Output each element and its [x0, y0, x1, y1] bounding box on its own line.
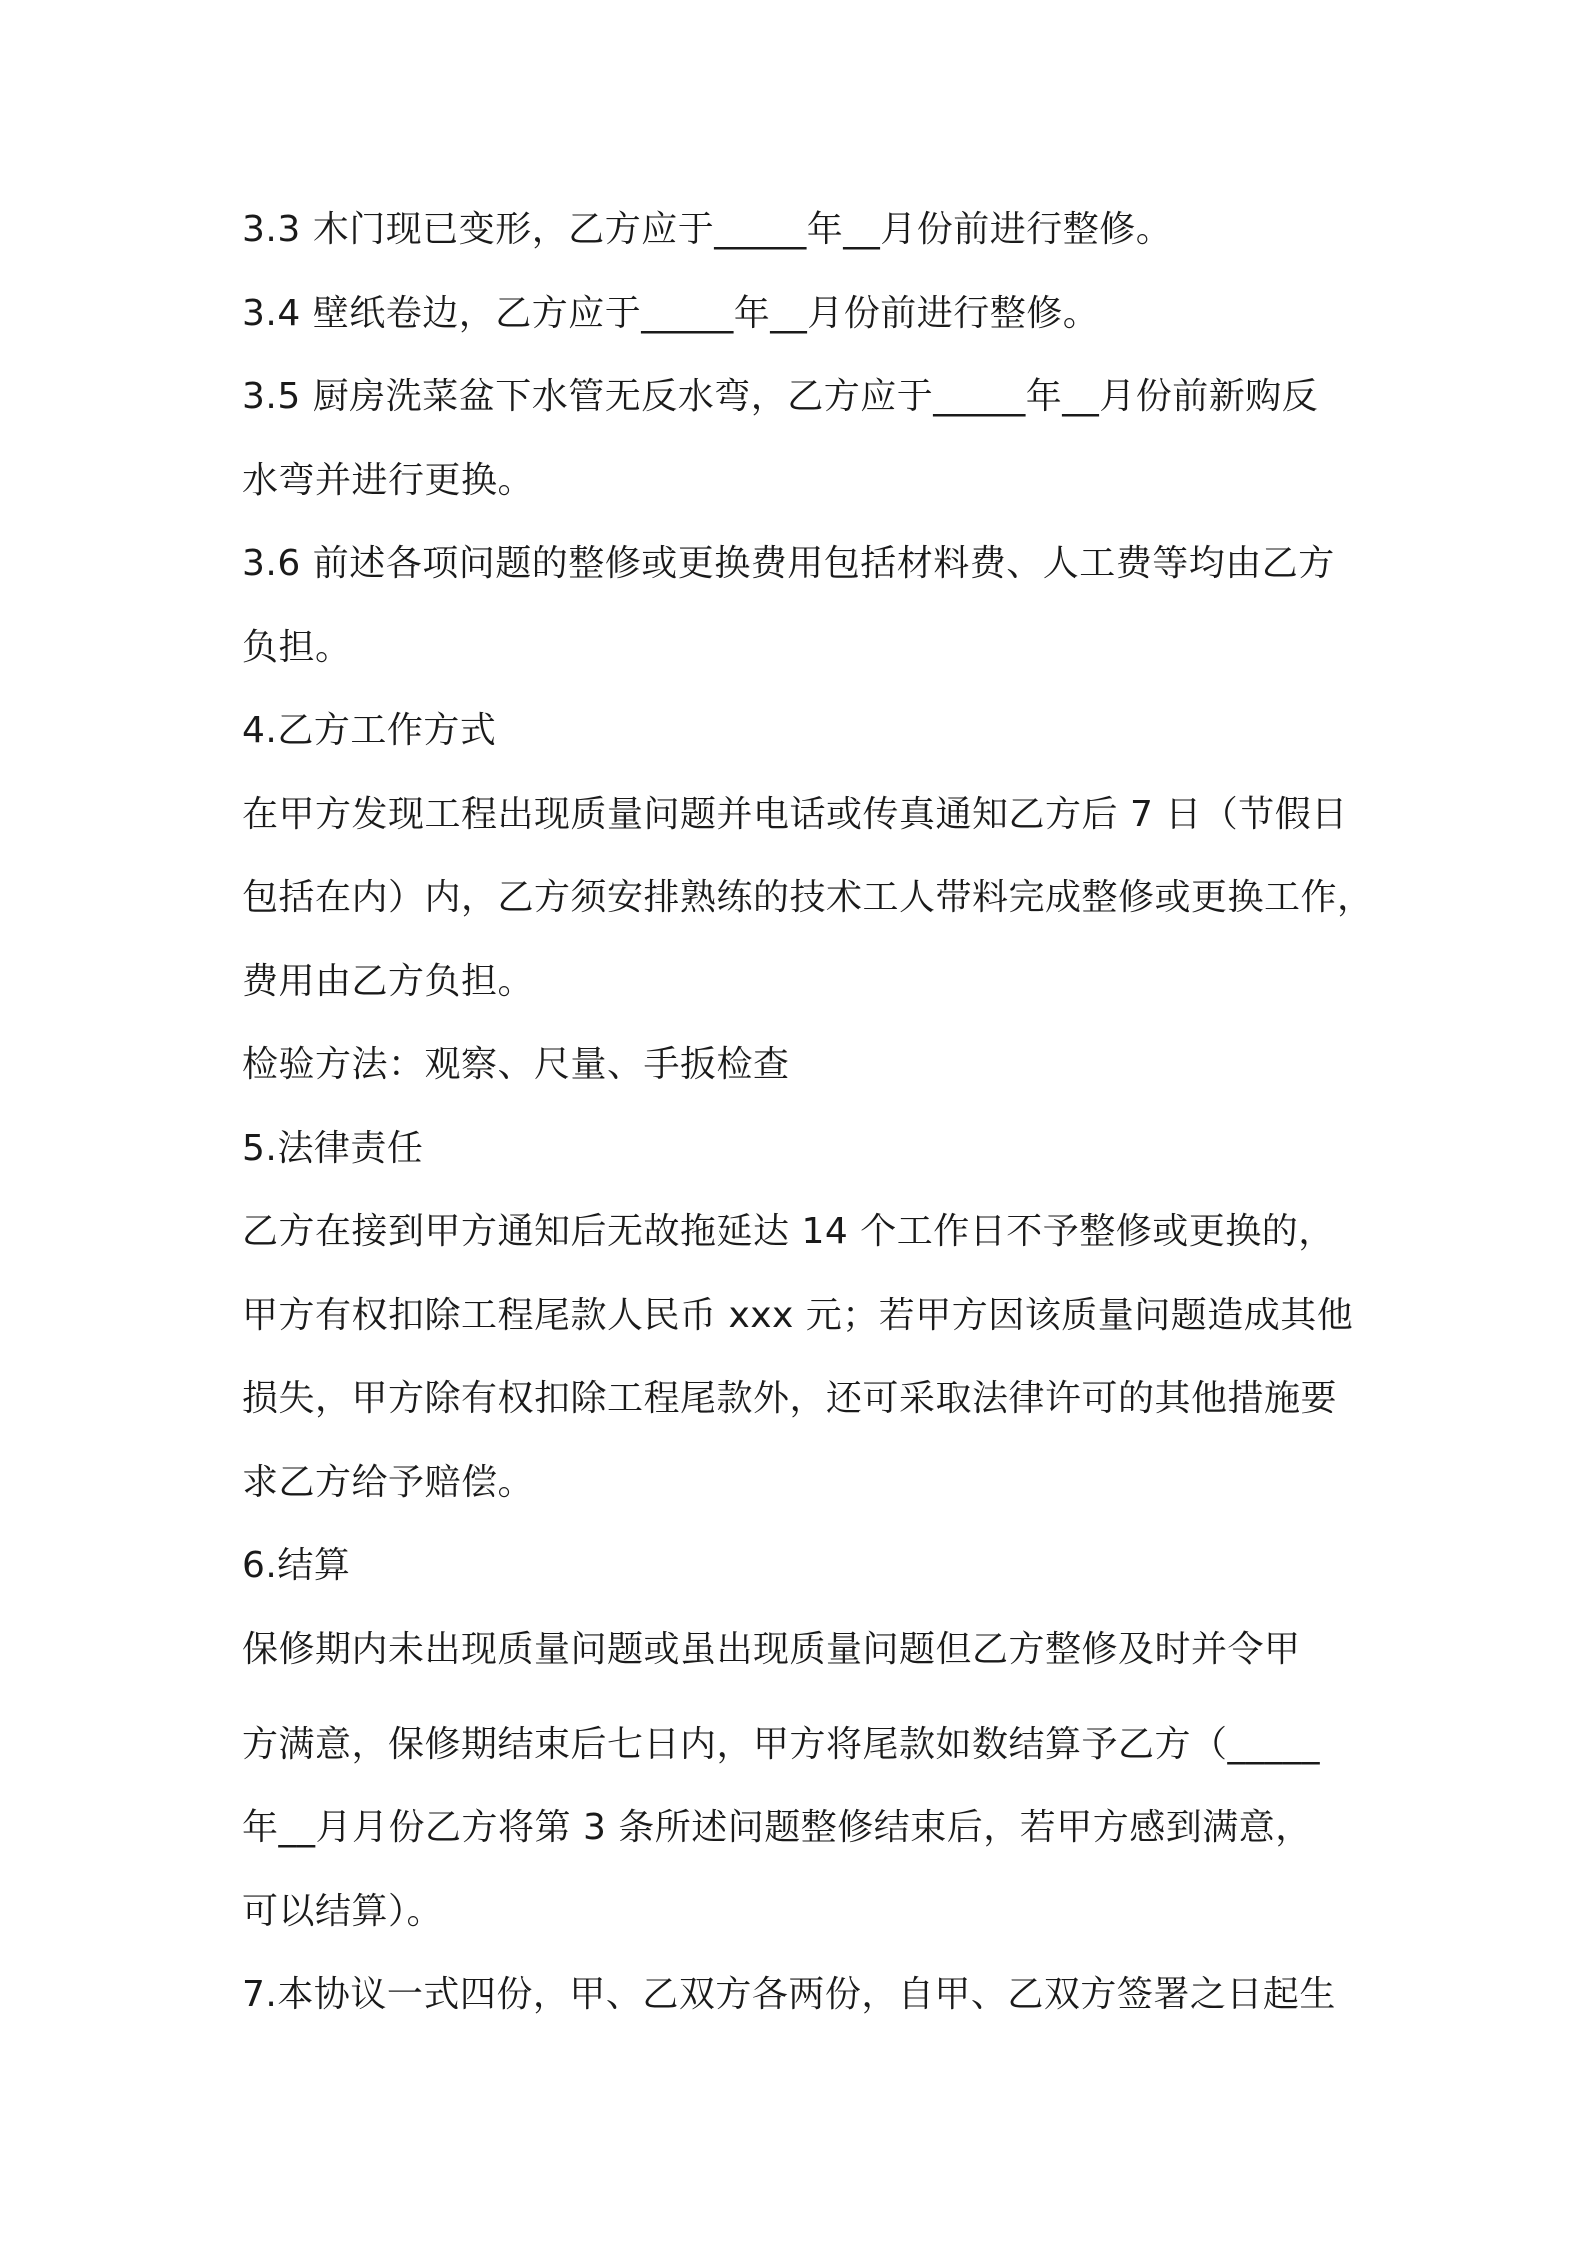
section-5-paragraph-line-4: 求乙方给予赔偿。: [242, 1462, 535, 1503]
inspection-method: 检验方法：观察、尺量、手扳检查: [242, 1044, 790, 1085]
clause-3-5-line-2: 水弯并进行更换。: [242, 460, 535, 501]
section-5-heading: 5.法律责任: [242, 1128, 424, 1169]
clause-3-4: 3.4 壁纸卷边，乙方应于_____年__月份前进行整修。: [242, 293, 1100, 334]
section-6-heading: 6.结算: [242, 1545, 351, 1586]
clause-3-5-line-1: 3.5 厨房洗菜盆下水管无反水弯，乙方应于_____年__月份前新购反: [242, 376, 1319, 417]
section-7-line-1: 7.本协议一式四份，甲、乙双方各两份，自甲、乙双方签署之日起生: [242, 1974, 1336, 2015]
section-4-paragraph-line-3: 费用由乙方负担。: [242, 961, 535, 1002]
section-5-paragraph-line-1: 乙方在接到甲方通知后无故拖延达 14 个工作日不予整修或更换的，: [242, 1211, 1335, 1252]
section-6-paragraph-line-1: 保修期内未出现质量问题或虽出现质量问题但乙方整修及时并令甲: [242, 1629, 1301, 1670]
clause-3-6-line-1: 3.6 前述各项问题的整修或更换费用包括材料费、人工费等均由乙方: [242, 543, 1335, 584]
clause-3-6-line-2: 负担。: [242, 627, 352, 668]
section-4-paragraph-line-2: 包括在内）内，乙方须安排熟练的技术工人带料完成整修或更换工作，: [242, 877, 1374, 918]
section-5-paragraph-line-3: 损失，甲方除有权扣除工程尾款外，还可采取法律许可的其他措施要: [242, 1378, 1338, 1419]
section-4-paragraph-line-1: 在甲方发现工程出现质量问题并电话或传真通知乙方后 7 日（节假日: [242, 794, 1348, 835]
clause-3-3: 3.3 木门现已变形，乙方应于_____年__月份前进行整修。: [242, 209, 1173, 250]
section-6-paragraph-line-3: 年__月月份乙方将第 3 条所述问题整修结束后，若甲方感到满意，: [242, 1807, 1312, 1848]
section-4-heading: 4.乙方工作方式: [242, 710, 497, 751]
section-6-paragraph-line-4: 可以结算）。: [242, 1891, 444, 1932]
section-6-paragraph-line-2: 方满意，保修期结束后七日内，甲方将尾款如数结算予乙方（_____: [242, 1724, 1321, 1765]
section-5-paragraph-line-2: 甲方有权扣除工程尾款人民币 xxx 元；若甲方因该质量问题造成其他: [242, 1295, 1354, 1336]
